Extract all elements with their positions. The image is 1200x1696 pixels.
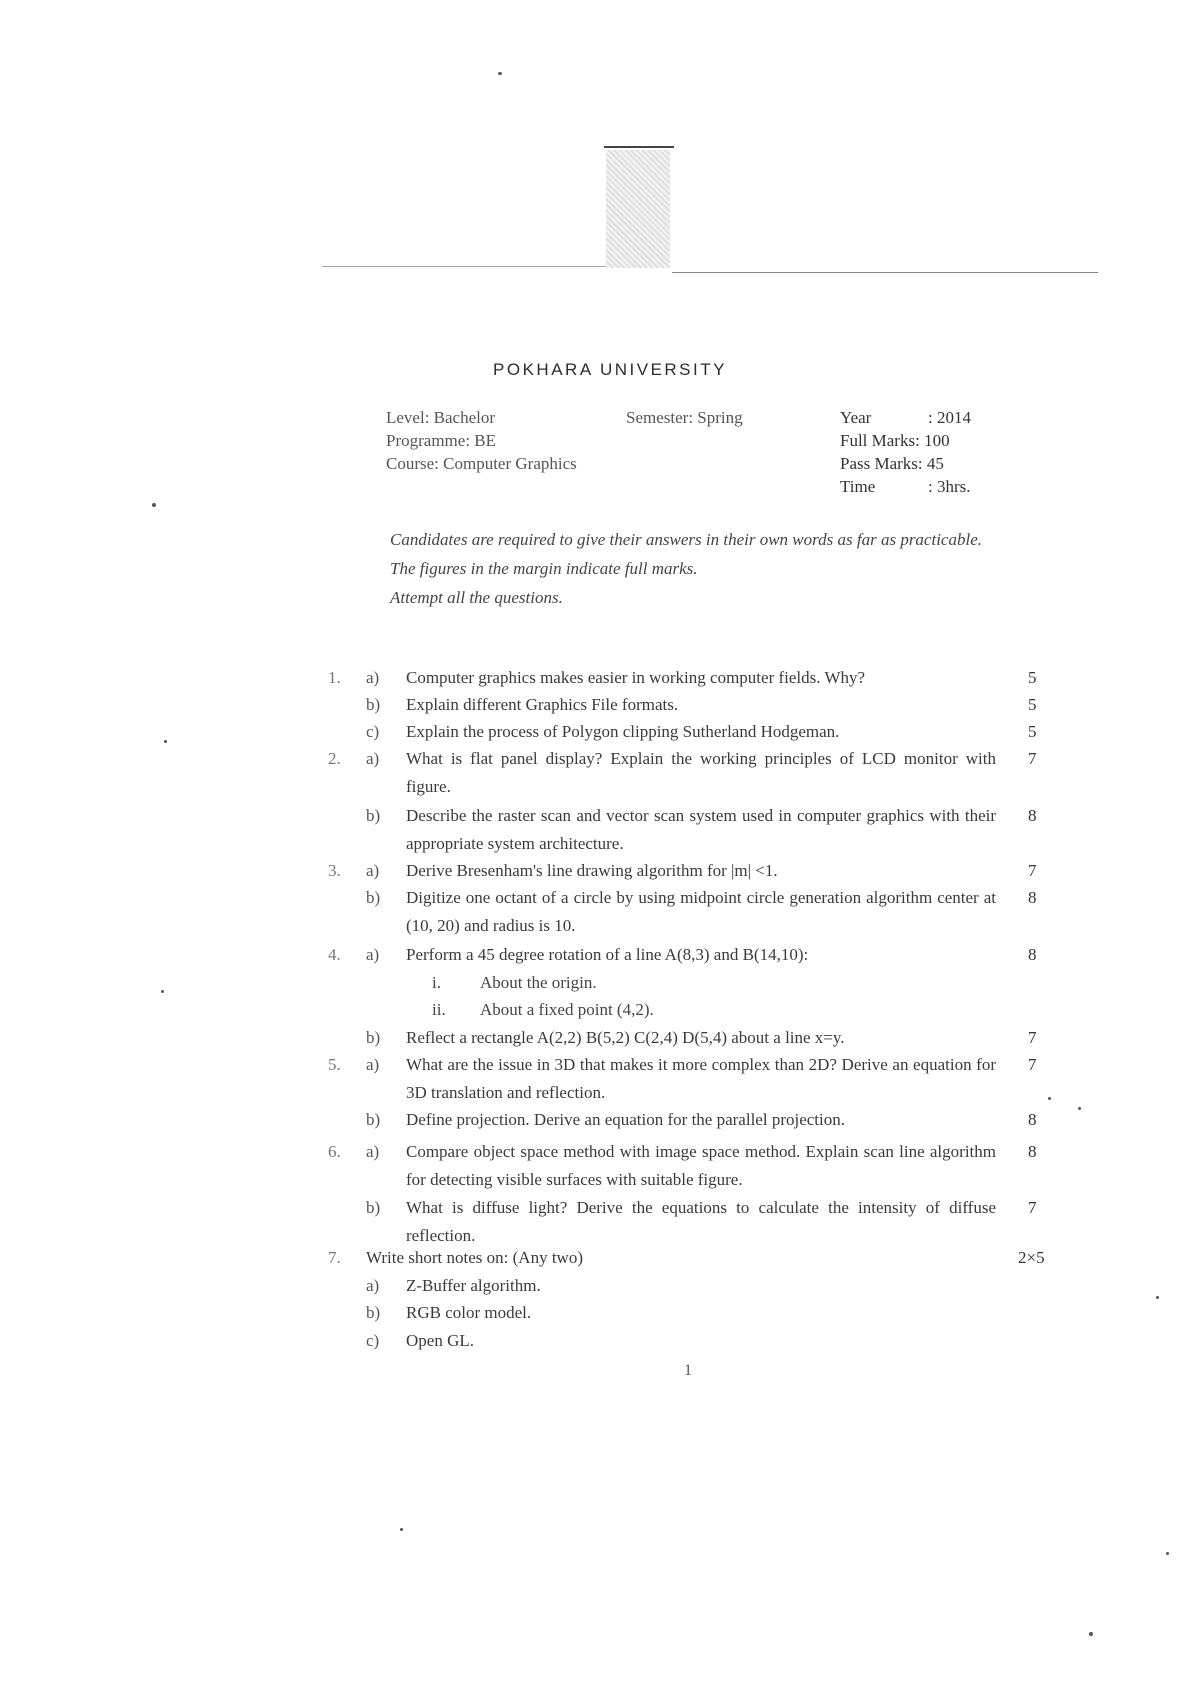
page-number: 1 — [684, 1362, 692, 1379]
question-text: Explain the process of Polygon clipping Sutherland Hodgeman. — [406, 722, 840, 741]
question-marks: 5 — [1028, 695, 1037, 714]
sub-question-text: About a fixed point (4,2). — [480, 1000, 654, 1019]
instruction-line: Attempt all the questions. — [390, 588, 563, 607]
question-part: a) — [366, 861, 380, 880]
question-part: a) — [366, 668, 380, 687]
question-text: Write short notes on: (Any two) — [366, 1248, 583, 1267]
scan-speck — [152, 503, 156, 507]
question-part: c) — [366, 722, 380, 741]
sub-question-text: About the origin. — [480, 973, 597, 992]
instructions — [390, 526, 1000, 611]
scan-speck — [400, 1528, 403, 1531]
question-text: Open GL. — [406, 1331, 474, 1350]
question-text: Define projection. Derive an equation for the parallel projection. — [406, 1110, 845, 1129]
time-value: : 3hrs. — [928, 477, 971, 496]
question-part: a) — [366, 1142, 380, 1161]
question-text: Compare object space method with image space method. Explain scan line algorithm for detecting visible surfaces with suitable figure. — [406, 1142, 996, 1189]
question-text: Derive Bresenham's line drawing algorithm for |m| <1. — [406, 861, 778, 880]
question-number: 5. — [328, 1055, 341, 1074]
question-text: Perform a 45 degree rotation of a line A(8,3) and B(14,10): — [406, 945, 809, 964]
scan-speck — [161, 990, 164, 993]
question-marks: 8 — [1028, 945, 1037, 964]
level-text: Level: Bachelor — [386, 408, 496, 427]
question-part: a) — [366, 749, 380, 768]
scan-speck — [498, 72, 502, 75]
marks-info — [840, 406, 971, 498]
university-title: POKHARA UNIVERSITY — [493, 360, 727, 379]
question-part: a) — [366, 1276, 380, 1295]
question-text: Z-Buffer algorithm. — [406, 1276, 541, 1295]
question-number: 6. — [328, 1142, 341, 1161]
year-value: : 2014 — [928, 408, 971, 427]
question-marks: 5 — [1028, 668, 1037, 687]
sub-question-numeral: i. — [432, 973, 441, 992]
question-marks: 7 — [1028, 1028, 1037, 1047]
question-marks: 7 — [1028, 861, 1037, 880]
question-number: 3. — [328, 861, 341, 880]
course-info — [386, 406, 577, 475]
question-text: Describe the raster scan and vector scan system used in computer graphics with their appropriate system architecture. — [406, 806, 996, 853]
scan-speck — [1078, 1107, 1081, 1110]
question-part: b) — [366, 1110, 381, 1129]
question-marks: 7 — [1028, 1055, 1037, 1074]
header-rule-left — [322, 266, 606, 267]
question-text: RGB color model. — [406, 1303, 532, 1322]
question-marks: 8 — [1028, 888, 1037, 907]
semester-text: Semester: Spring — [626, 408, 743, 427]
question-marks: 7 — [1028, 1198, 1037, 1217]
course-text: Course: Computer Graphics — [386, 454, 577, 473]
question-number: 4. — [328, 945, 341, 964]
full-marks-label: Full Marks: — [840, 431, 920, 450]
question-part: c) — [366, 1331, 380, 1350]
year-label: Year — [840, 408, 872, 427]
scan-speck — [1156, 1296, 1159, 1299]
full-marks-value: 100 — [924, 431, 950, 450]
question-number: 2. — [328, 749, 341, 768]
question-text: Digitize one octant of a circle by using midpoint circle generation algorithm center at (10, 20) and radius is 10. — [406, 888, 996, 935]
question-text: Reflect a rectangle A(2,2) B(5,2) C(2,4) D(5,4) about a line x=y. — [406, 1028, 845, 1047]
stamp-top-bar — [604, 146, 674, 148]
seal-stamp — [606, 150, 670, 268]
question-part: b) — [366, 1028, 381, 1047]
question-part: b) — [366, 1303, 381, 1322]
question-marks: 8 — [1028, 806, 1037, 825]
question-marks: 2×5 — [1018, 1248, 1045, 1267]
question-part: a) — [366, 1055, 380, 1074]
pass-marks-label: Pass Marks: — [840, 454, 923, 473]
semester-info — [626, 406, 743, 429]
scan-speck — [1166, 1552, 1169, 1555]
question-part: b) — [366, 888, 381, 907]
question-marks: 8 — [1028, 1142, 1037, 1161]
time-label: Time — [840, 477, 876, 496]
question-text: What is diffuse light? Derive the equations to calculate the intensity of diffuse reflection. — [406, 1198, 996, 1245]
instruction-line: Candidates are required to give their answers in their own words as far as practicable. — [390, 530, 982, 549]
question-part: a) — [366, 945, 380, 964]
question-marks: 8 — [1028, 1110, 1037, 1129]
question-marks: 7 — [1028, 749, 1037, 768]
question-part: b) — [366, 1198, 381, 1217]
scan-speck — [1048, 1097, 1051, 1100]
scan-speck — [1089, 1632, 1093, 1636]
question-text: What are the issue in 3D that makes it more complex than 2D? Derive an equation for 3D translation and reflection. — [406, 1055, 996, 1102]
instruction-line: The figures in the margin indicate full marks. — [390, 559, 698, 578]
question-part: b) — [366, 695, 381, 714]
header-rule-right — [672, 272, 1098, 273]
sub-question-numeral: ii. — [432, 1000, 446, 1019]
programme-text: Programme: BE — [386, 431, 497, 450]
question-text: Computer graphics makes easier in working computer fields. Why? — [406, 668, 866, 687]
question-text: What is flat panel display? Explain the working principles of LCD monitor with figure. — [406, 749, 996, 796]
pass-marks-value: 45 — [926, 454, 944, 473]
scan-speck — [164, 740, 167, 743]
question-marks: 5 — [1028, 722, 1037, 741]
question-text: Explain different Graphics File formats. — [406, 695, 679, 714]
question-number: 1. — [328, 668, 341, 687]
question-part: b) — [366, 806, 381, 825]
question-number: 7. — [328, 1248, 341, 1267]
